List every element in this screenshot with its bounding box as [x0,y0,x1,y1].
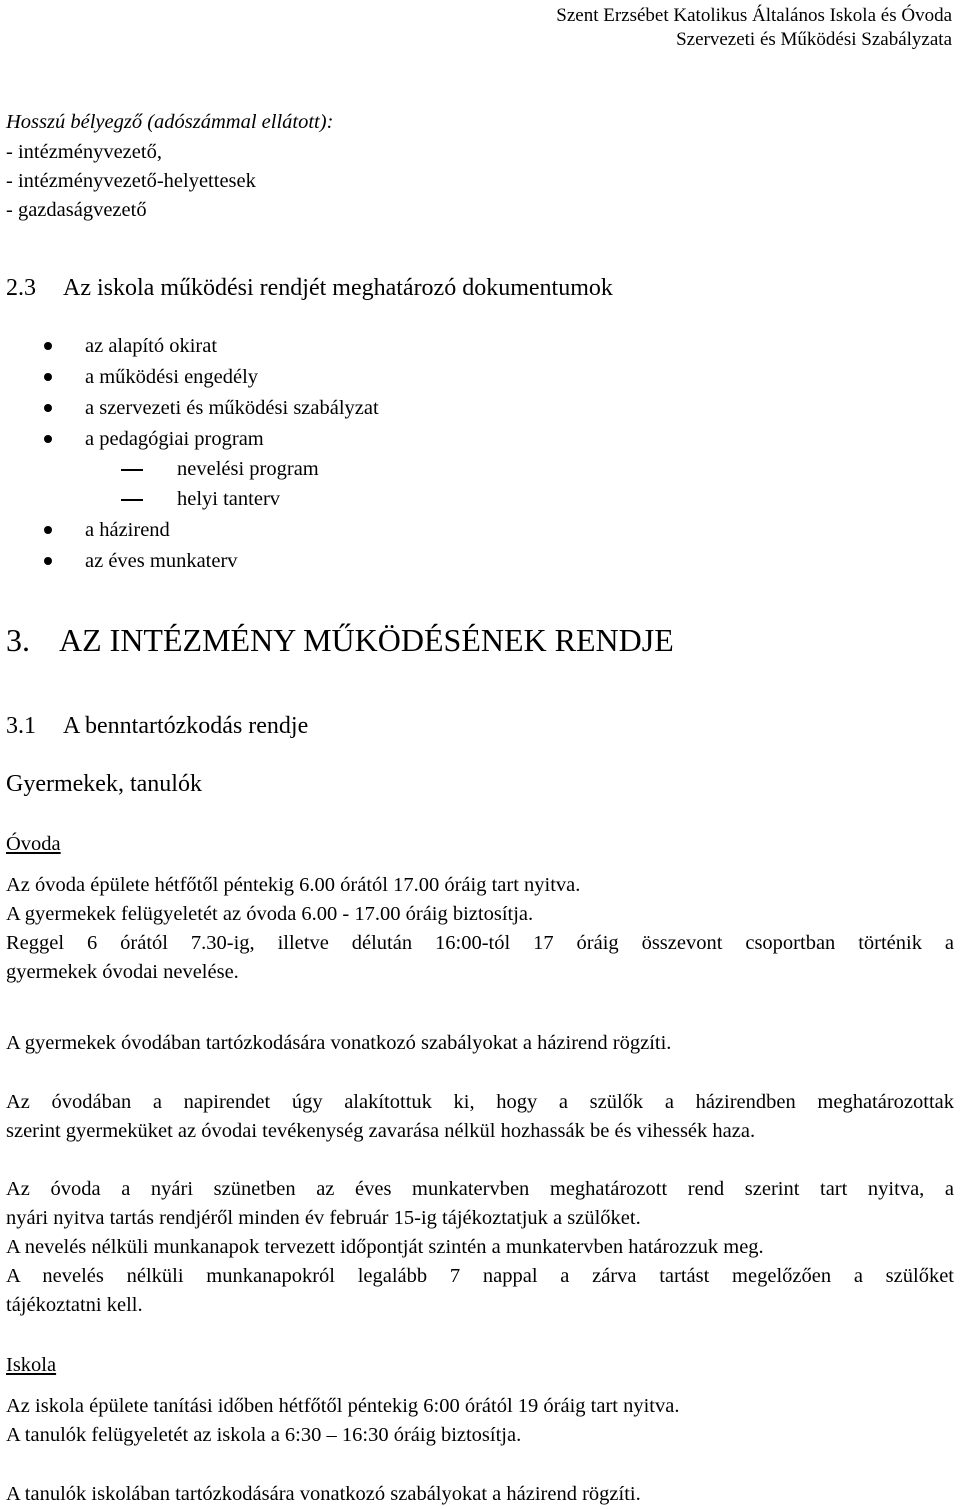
iskola-heading: Iskola [6,1354,57,1376]
ovoda-heading: Óvoda [6,833,61,855]
header-school-name: Szent Erzsébet Katolikus Általános Iskola és Óvoda [556,5,952,26]
ovoda-line: szerint gyermeküket az óvodai tevékenység zavarása nélkül hozhassák be és vihessék haza. [6,1120,756,1142]
list-item: az alapító okirat [85,335,218,357]
stamp-item: - gazdaságvezető [6,199,147,221]
list-item: az éves munkaterv [85,550,238,572]
list-item: a pedagógiai program [85,428,264,450]
ovoda-line: A gyermekek óvodában tartózkodására vonatkozó szabályokat a házirend rögzíti. [6,1032,672,1054]
bullet [44,342,52,350]
section-3-1-number: 3.1 [6,713,36,739]
ovoda-line: A nevelés nélküli munkanapokról legalább 7 nappal a zárva tartást megelőzően a szülőket [6,1265,954,1287]
list-item: a házirend [85,519,170,541]
bullet [44,526,52,534]
section-2-3-number: 2.3 [6,275,36,301]
list-item: a szervezeti és működési szabályzat [85,397,379,419]
section-3-number: 3. [6,622,30,658]
ovoda-line: A gyermekek felügyeletét az óvoda 6.00 - 17.00 óráig biztosítja. [6,903,534,925]
ovoda-line: Az óvoda a nyári szünetben az éves munkatervben meghatározott rend szerint tart nyitva, a [6,1178,954,1200]
section-3-title: AZ INTÉZMÉNY MŰKÖDÉSÉNEK RENDJE [59,622,674,658]
ovoda-line: nyári nyitva tartás rendjéről minden év február 15-ig tájékoztatjuk a szülőket. [6,1207,641,1229]
ovoda-line: A nevelés nélküli munkanapok tervezett időpontját szintén a munkatervben határozzuk meg. [6,1236,764,1258]
iskola-line: A tanulók felügyeletét az iskola a 6:30 – 16:30 óráig biztosítja. [6,1424,522,1446]
section-3-1-subtitle: Gyermekek, tanulók [6,771,202,797]
bullet [44,373,52,381]
dash [121,499,143,501]
bullet [44,404,52,412]
header-document-title: Szervezeti és Működési Szabályzata [676,29,952,50]
stamp-item: - intézményvezető-helyettesek [6,170,256,192]
section-2-3-title: Az iskola működési rendjét meghatározó dokumentumok [63,275,613,301]
sub-list-item: helyi tanterv [177,488,281,510]
dash [121,469,143,471]
bullet [44,435,52,443]
iskola-line: Az iskola épülete tanítási időben hétfőtől péntekig 6:00 órától 19 óráig tart nyitva. [6,1395,680,1417]
stamp-title: Hosszú bélyegző (adószámmal ellátott): [6,111,334,133]
list-item: a működési engedély [85,366,259,388]
section-3-1-title: A benntartózkodás rendje [63,713,309,739]
ovoda-line: Az óvodában a napirendet úgy alakítottuk ki, hogy a szülők a házirendben meghatározottak [6,1091,954,1113]
ovoda-line: tájékoztatni kell. [6,1294,143,1316]
ovoda-line: gyermekek óvodai nevelése. [6,961,239,983]
sub-list-item: nevelési program [177,458,319,480]
ovoda-line: Reggel 6 órától 7.30-ig, illetve délután 16:00-tól 17 óráig összevont csoportban történik a [6,932,954,954]
ovoda-line: Az óvoda épülete hétfőtől péntekig 6.00 órától 17.00 óráig tart nyitva. [6,874,581,896]
stamp-item: - intézményvezető, [6,141,162,163]
bullet [44,557,52,565]
iskola-line: A tanulók iskolában tartózkodására vonatkozó szabályokat a házirend rögzíti. [6,1483,641,1505]
